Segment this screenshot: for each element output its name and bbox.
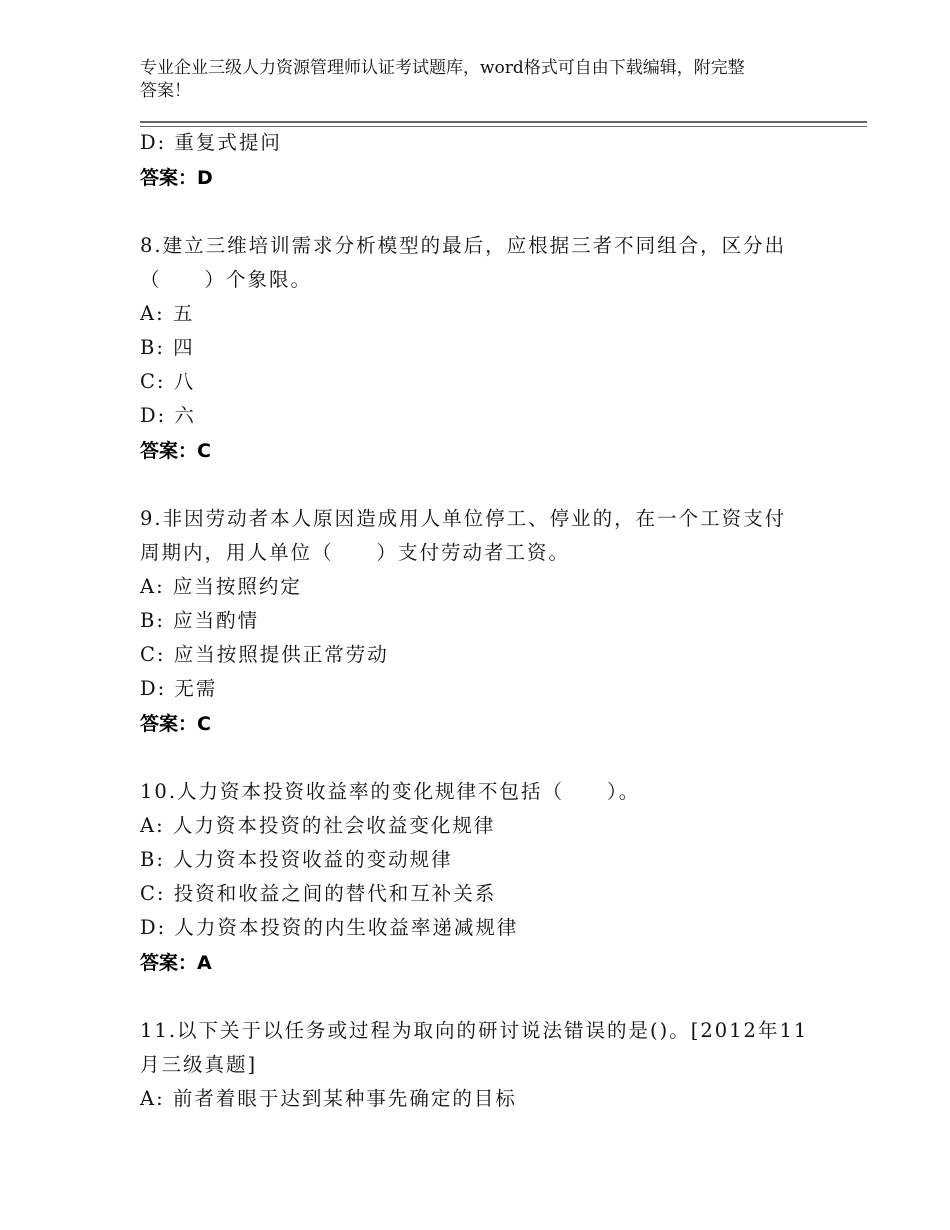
answer: 答案：C [140, 440, 211, 462]
question-10-text: 10.人力资本投资收益率的变化规律不包括（ ）。 [140, 780, 641, 803]
option-d: D: 六 [140, 404, 196, 427]
option-b: B: 应当酌情 [140, 609, 260, 632]
header-line-2: 答案！ [140, 81, 191, 101]
option-b: B: 人力资本投资收益的变动规律 [140, 848, 453, 871]
option-a: A: 应当按照约定 [140, 575, 302, 598]
question-8-text: 8.建立三维培训需求分析模型的最后，应根据三者不同组合，区分出 [140, 234, 787, 257]
option-a: A: 五 [140, 302, 195, 325]
option-b: B: 四 [140, 336, 195, 359]
option-c: C: 投资和收益之间的替代和互补关系 [140, 882, 497, 905]
question-11-text: 11.以下关于以任务或过程为取向的研讨说法错误的是()。[2012年11 [140, 1019, 809, 1042]
option-c: C: 应当按照提供正常劳动 [140, 643, 389, 666]
option-a: A: 前者着眼于达到某种事先确定的目标 [140, 1087, 517, 1110]
question-9-text-cont: 周期内，用人单位（ ）支付劳动者工资。 [140, 541, 571, 564]
question-11-text-cont: 月三级真题] [140, 1053, 258, 1076]
answer: 答案：A [140, 952, 212, 974]
page-header [140, 57, 820, 103]
question-8-text-cont: （ ）个象限。 [140, 268, 313, 291]
header-rule-thin [140, 126, 867, 127]
option-d: D: 无需 [140, 677, 218, 700]
option-a: A: 人力资本投资的社会收益变化规律 [140, 814, 496, 837]
header-rule-thick [140, 121, 867, 123]
option-d: D: 重复式提问 [140, 131, 282, 154]
option-d: D: 人力资本投资的内生收益率递减规律 [140, 916, 519, 939]
answer: 答案：D [140, 167, 213, 189]
header-line-1: 专业企业三级人力资源管理师认证考试题库，word格式可自由下载编辑，附完整 [140, 58, 745, 78]
question-9-text: 9.非因劳动者本人原因造成用人单位停工、停业的，在一个工资支付 [140, 507, 787, 530]
answer: 答案：C [140, 713, 211, 735]
option-c: C: 八 [140, 370, 196, 393]
